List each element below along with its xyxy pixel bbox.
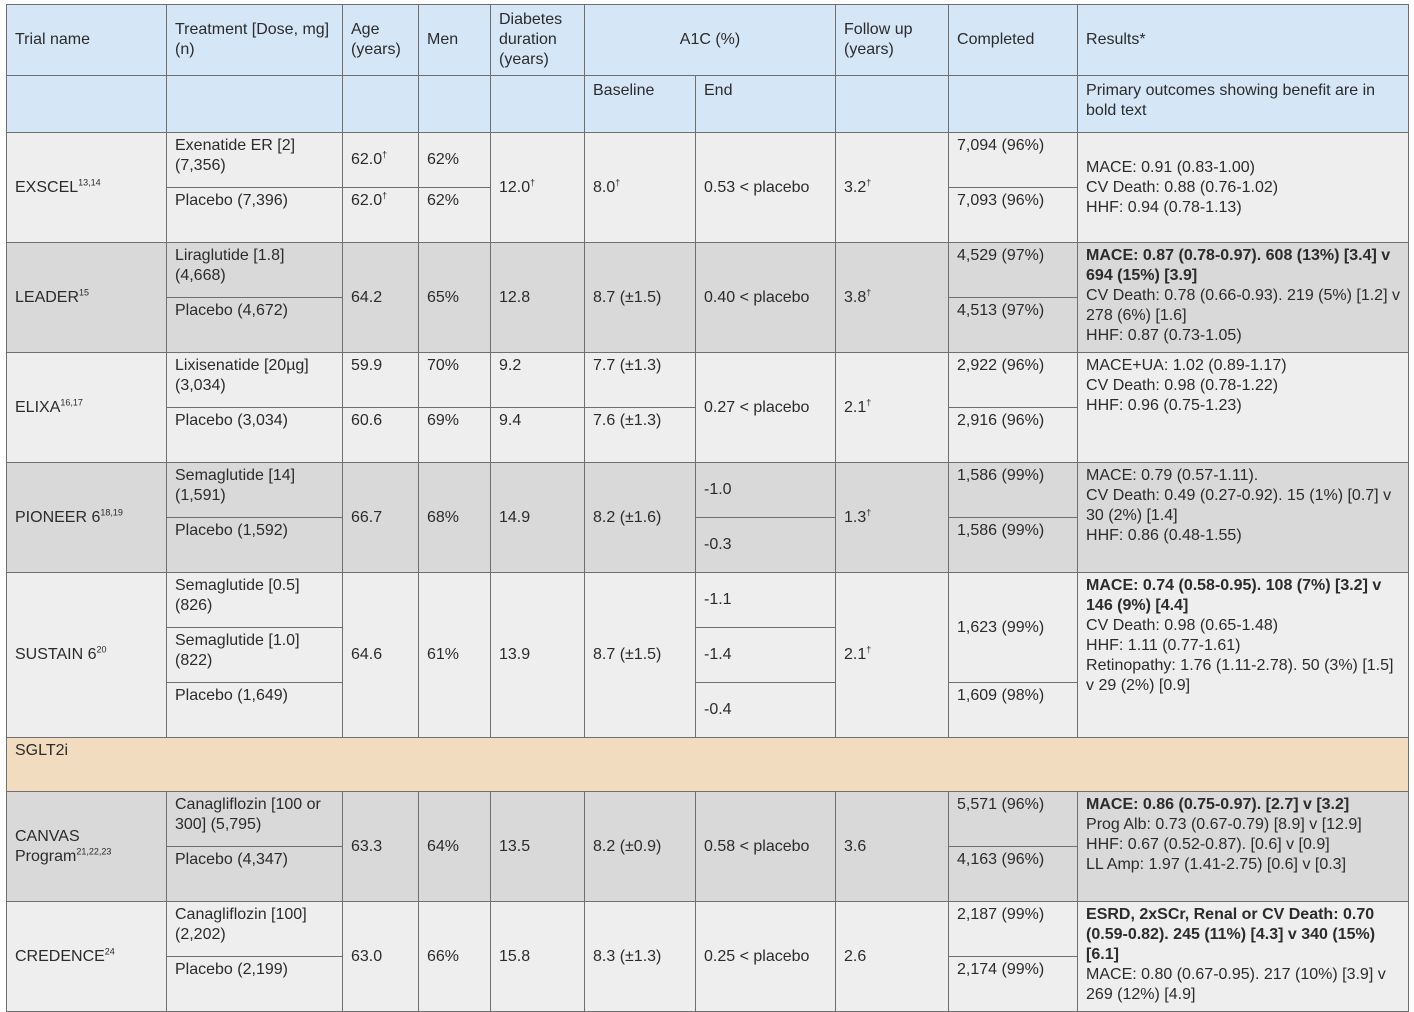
baseline-cell: 8.0† [585, 133, 696, 243]
section-sglt2i: SGLT2i [7, 738, 1409, 792]
end-cell: 0.40 < placebo [696, 243, 836, 353]
completed-cell: 4,513 (97%) [949, 298, 1078, 353]
results-cell [1078, 792, 1409, 902]
trial-name-sustain-6: SUSTAIN $6^{20}$ [7, 573, 167, 738]
age-cell: 66.7 [343, 463, 419, 573]
treatment-cell: Exenatide ER [2] (7,356) [167, 133, 343, 188]
treatment-cell: Canagliflozin [100] (2,202) [167, 902, 343, 957]
result-line: Retinopathy: 1.76 (1.11-2.78). 50 (3%) [1.5] v 29 (2%) [0.9] [1086, 657, 1394, 694]
followup-cell: 3.2† [836, 133, 949, 243]
treatment-cell: Liraglutide [1.8] (4,668) [167, 243, 343, 298]
completed-cell: 4,163 (96%) [949, 847, 1078, 902]
section-row [7, 738, 1409, 792]
result-line: MACE: 0.79 (0.57-1.11). [1086, 467, 1259, 484]
duration-cell: 12.8 [491, 243, 585, 353]
age-cell: 63.3 [343, 792, 419, 902]
treatment-cell: Placebo (4,347) [167, 847, 343, 902]
result-line: HHF: 0.96 (0.75-1.23) [1086, 397, 1242, 414]
age-cell: 59.9 [343, 353, 419, 408]
duration-cell: 13.9 [491, 573, 585, 738]
header-age: Age (years) [343, 5, 419, 76]
completed-cell: 1,586 (99%) [949, 518, 1078, 573]
result-line: CV Death: 0.98 (0.78-1.22) [1086, 377, 1279, 394]
results-cell [1078, 243, 1409, 353]
header-results-note: Primary outcomes showing benefit are in bold text [1078, 76, 1409, 133]
result-line: Prog Alb: 0.73 (0.67-0.79) [8.9] v [12.9] [1086, 816, 1362, 833]
results-cell [1078, 902, 1409, 1012]
duration-cell: 9.4 [491, 408, 585, 463]
completed-cell: 2,916 (96%) [949, 408, 1078, 463]
duration-cell: 14.9 [491, 463, 585, 573]
completed-cell: 1,586 (99%) [949, 463, 1078, 518]
primary-outcome: ESRD, 2xSCr, Renal or CV Death: 0.70 (0.59-0.82). 245 (11%) [4.3] v 340 (15%) [6.1] [1086, 906, 1376, 963]
men-cell: 62% [419, 133, 491, 188]
table-row [7, 353, 1409, 408]
treatment-cell: Semaglutide [14] (1,591) [167, 463, 343, 518]
followup-cell: 2.1† [836, 353, 949, 463]
result-line: CV Death: 0.98 (0.65-1.48) [1086, 617, 1279, 634]
followup-cell: 1.3† [836, 463, 949, 573]
result-line: CV Death: 0.49 (0.27-0.92). 15 (1%) [0.7] v 30 (2%) [1.4] [1086, 487, 1392, 524]
men-cell: 61% [419, 573, 491, 738]
treatment-cell: Semaglutide [0.5] (826) [167, 573, 343, 628]
header-follow-up: Follow up (years) [836, 5, 949, 76]
results-cell [1078, 463, 1409, 573]
completed-cell: 4,529 (97%) [949, 243, 1078, 298]
baseline-cell: 7.6 (±1.3) [585, 408, 696, 463]
treatment-cell: Canagliflozin [100 or 300] (5,795) [167, 792, 343, 847]
end-cell: -1.4 [696, 628, 836, 683]
trial-name-canvas: CANVAS Program$^{21,22,23}$ [7, 792, 167, 902]
age-cell: 62.0† [343, 188, 419, 243]
result-line: HHF: 0.67 (0.52-0.87). [0.6] v [0.9] [1086, 836, 1330, 853]
men-cell: 68% [419, 463, 491, 573]
header-results: Results* [1078, 5, 1409, 76]
baseline-cell: 8.2 (±0.9) [585, 792, 696, 902]
end-cell: 0.58 < placebo [696, 792, 836, 902]
men-cell: 65% [419, 243, 491, 353]
header-diabetes-duration: Diabetes duration (years) [491, 5, 585, 76]
treatment-cell: Placebo (1,592) [167, 518, 343, 573]
men-cell: 70% [419, 353, 491, 408]
trial-name-pioneer-6: PIONEER 6$^{18,19}$ [7, 463, 167, 573]
treatment-cell: Placebo (2,199) [167, 957, 343, 1012]
age-cell: 62.0† [343, 133, 419, 188]
completed-cell: 7,093 (96%) [949, 188, 1078, 243]
completed-cell: 1,609 (98%) [949, 683, 1078, 738]
followup-cell: 2.1† [836, 573, 949, 738]
result-line: LL Amp: 1.97 (1.41-2.75) [0.6] v [0.3] [1086, 856, 1347, 873]
followup-cell: 3.6 [836, 792, 949, 902]
result-line: HHF: 1.11 (0.77-1.61) [1086, 637, 1241, 654]
primary-outcome: MACE: 0.86 (0.75-0.97). [2.7] v [3.2] [1086, 796, 1350, 813]
results-cell [1078, 133, 1409, 243]
men-cell: 66% [419, 902, 491, 1012]
age-cell: 64.2 [343, 243, 419, 353]
completed-cell: 2,922 (96%) [949, 353, 1078, 408]
men-cell: 64% [419, 792, 491, 902]
header-a1c: A1C (%) [585, 5, 836, 76]
end-cell: 0.25 < placebo [696, 902, 836, 1012]
header-men: Men [419, 5, 491, 76]
baseline-cell: 8.7 (±1.5) [585, 573, 696, 738]
trial-name-elixa: ELIXA$^{16,17}$ [7, 353, 167, 463]
results-cell [1078, 353, 1409, 463]
header-empty-cell [343, 76, 419, 133]
result-line: CV Death: 0.88 (0.76-1.02) [1086, 178, 1279, 196]
header-trial-name: Trial name [7, 5, 167, 76]
trials-table [6, 4, 1409, 1012]
table-row [7, 573, 1409, 628]
end-cell: 0.53 < placebo [696, 133, 836, 243]
primary-outcome: MACE: 0.87 (0.78-0.97). 608 (13%) [3.4] v 694 (15%) [3.9] [1086, 247, 1391, 284]
header-empty-cell [419, 76, 491, 133]
men-cell: 62% [419, 188, 491, 243]
completed-cell: 2,174 (99%) [949, 957, 1078, 1012]
followup-cell: 3.8† [836, 243, 949, 353]
treatment-cell: Placebo (3,034) [167, 408, 343, 463]
table-row [7, 133, 1409, 188]
header-empty-cell [167, 76, 343, 133]
duration-cell: 12.0† [491, 133, 585, 243]
completed-cell: 7,094 (96%) [949, 133, 1078, 188]
treatment-cell: Semaglutide [1.0] (822) [167, 628, 343, 683]
duration-cell: 13.5 [491, 792, 585, 902]
trial-name-exscel: EXSCEL$^{13,14}$ [7, 133, 167, 243]
treatment-cell: Placebo (4,672) [167, 298, 343, 353]
baseline-cell: 7.7 (±1.3) [585, 353, 696, 408]
header-empty-cell [491, 76, 585, 133]
baseline-cell: 8.7 (±1.5) [585, 243, 696, 353]
end-cell: -0.3 [696, 518, 836, 573]
age-cell: 60.6 [343, 408, 419, 463]
end-cell: -1.1 [696, 573, 836, 628]
result-line: HHF: 0.87 (0.73-1.05) [1086, 327, 1242, 344]
header-empty-cell [7, 76, 167, 133]
treatment-cell: Placebo (1,649) [167, 683, 343, 738]
result-line: CV Death: 0.78 (0.66-0.93). 219 (5%) [1.2] v 278 (6%) [1.6] [1086, 287, 1400, 324]
result-line: HHF: 0.94 (0.78-1.13) [1086, 198, 1242, 216]
result-line: HHF: 0.86 (0.48-1.55) [1086, 527, 1242, 544]
age-cell: 63.0 [343, 902, 419, 1012]
completed-cell: 5,571 (96%) [949, 792, 1078, 847]
header-baseline: Baseline [585, 76, 696, 133]
end-cell: -0.4 [696, 683, 836, 738]
header-empty-cell [949, 76, 1078, 133]
table-row [7, 902, 1409, 957]
age-cell: 64.6 [343, 573, 419, 738]
table-row [7, 792, 1409, 847]
results-cell [1078, 573, 1409, 738]
result-line: MACE+UA: 1.02 (0.89-1.17) [1086, 357, 1287, 374]
duration-cell: 9.2 [491, 353, 585, 408]
trial-name-leader: LEADER$^{15}$ [7, 243, 167, 353]
result-line: MACE: 0.91 (0.83-1.00) [1086, 158, 1255, 176]
completed-cell: 1,623 (99%) [949, 573, 1078, 683]
header-completed: Completed [949, 5, 1078, 76]
followup-cell: 2.6 [836, 902, 949, 1012]
duration-cell: 15.8 [491, 902, 585, 1012]
baseline-cell: 8.2 (±1.6) [585, 463, 696, 573]
trial-name-credence: CREDENCE$^{24}$ [7, 902, 167, 1012]
result-line: MACE: 0.80 (0.67-0.95). 217 (10%) [3.9] v 269 (12%) [4.9] [1086, 966, 1386, 1003]
header-end: End [696, 76, 836, 133]
treatment-cell: Lixisenatide [20µg] (3,034) [167, 353, 343, 408]
end-cell: 0.27 < placebo [696, 353, 836, 463]
header-treatment: Treatment [Dose, mg] (n) [167, 5, 343, 76]
primary-outcome: MACE: 0.74 (0.58-0.95). 108 (7%) [3.2] v 146 (9%) [4.4] [1086, 577, 1382, 614]
completed-cell: 2,187 (99%) [949, 902, 1078, 957]
header-empty-cell [836, 76, 949, 133]
table-row [7, 463, 1409, 518]
treatment-cell: Placebo (7,396) [167, 188, 343, 243]
baseline-cell: 8.3 (±1.3) [585, 902, 696, 1012]
men-cell: 69% [419, 408, 491, 463]
end-cell: -1.0 [696, 463, 836, 518]
table-row [7, 243, 1409, 298]
